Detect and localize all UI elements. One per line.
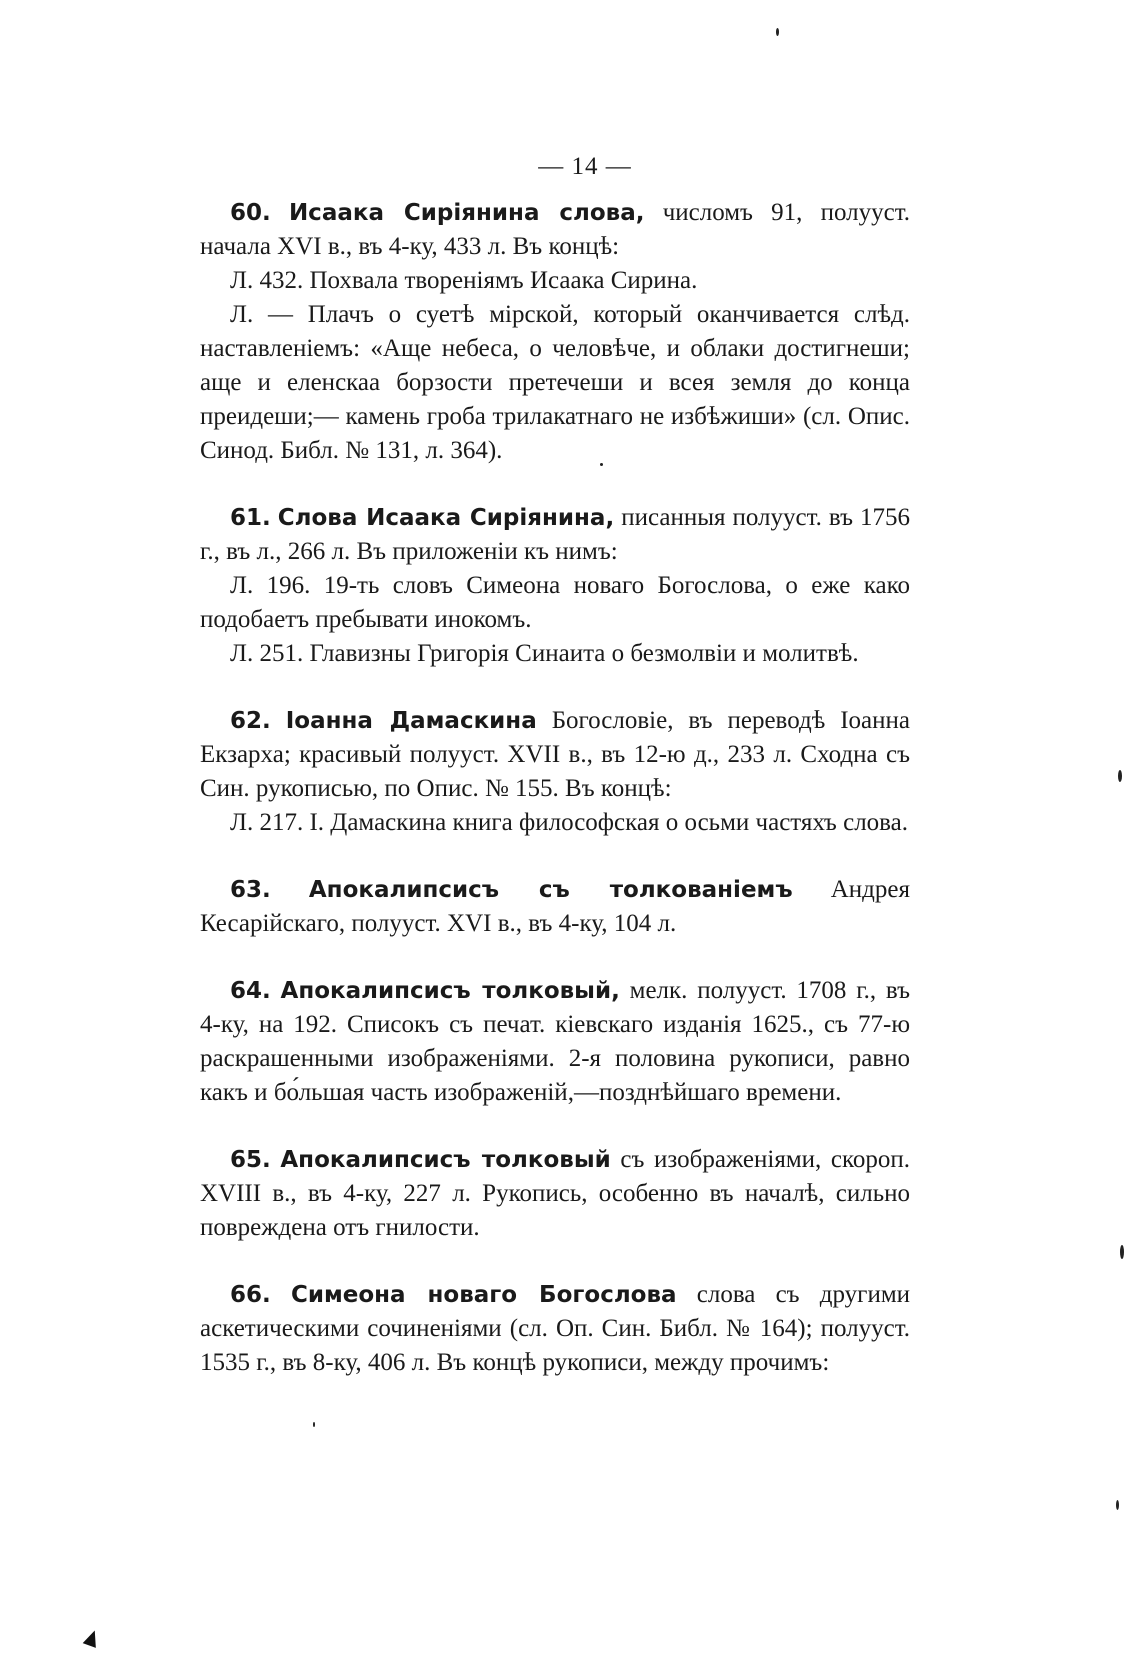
entry-60 bbox=[200, 196, 910, 468]
scan-speck bbox=[1116, 1500, 1119, 1510]
scan-speck bbox=[776, 28, 779, 36]
entry-number: 65. bbox=[230, 1147, 271, 1173]
entry-description: Андрея Кесарійскаго, полууст. XVI в., въ 4-ку, 104 л. bbox=[200, 876, 910, 937]
page-number: — 14 — bbox=[538, 153, 632, 180]
scan-speck bbox=[313, 1422, 315, 1427]
scan-mark bbox=[83, 1628, 102, 1648]
entry-title: Апокалипсисъ съ толкованіемъ bbox=[308, 877, 793, 903]
entry-number: 61. bbox=[230, 505, 271, 531]
entry-title: Симеона новаго Богослова bbox=[290, 1282, 677, 1308]
entry-description: съ изображеніями, скороп. XVIII в., въ 4-ку, 227 л. Рукопись, особенно въ началѣ, сильно повреждена отъ гнилости. bbox=[200, 1146, 910, 1241]
entry-number: 66. bbox=[230, 1282, 271, 1308]
entry-heading bbox=[200, 1143, 910, 1245]
entry-description: писанныя полууст. въ 1756 г., въ л., 266 л. Въ приложеніи къ нимъ: bbox=[200, 504, 911, 565]
entry-61 bbox=[200, 501, 910, 671]
entry-subitem: Л. 432. Похвала твореніямъ Исаака Сирина. bbox=[230, 267, 698, 294]
entry-title: Слова Исаака Сиріянина, bbox=[277, 505, 615, 531]
entry-title: Іоанна Дамаскина bbox=[285, 708, 537, 734]
entry-number: 62. bbox=[230, 708, 271, 734]
entry-description: Богословіе, въ переводѣ Іоанна Екзарха; красивый полууст. XVII в., въ 12-ю д., 233 л. Сходна съ Син. рукописью, по Опис. № 155. Въ концѣ: bbox=[200, 707, 911, 802]
entry-description: мелк. полууст. 1708 г., въ 4-ку, на 192. Списокъ съ печат. кіевскаго изданія 1625., съ 77-ю раскрашенными изображеніями. 2-я половина рукописи, равно какъ и бо́льшая часть изображеній,—позднѣйшаго времени. bbox=[200, 977, 911, 1106]
entry-heading bbox=[200, 501, 910, 569]
document-page bbox=[200, 150, 910, 1413]
entry-subitem: Л. — Плачъ о суетѣ мірской, который оканчивается слѣд. наставленіемъ: «Аще небеса, о человѣче, и облаки достигнеши; аще и еленскаа борзости претечеши и всея земля до конца преидеши;— камень гроба трилакатнаго не избѣжиши» (сл. Опис. Синод. Библ. № 131, л. 364). bbox=[200, 301, 910, 464]
entry-66 bbox=[200, 1278, 910, 1380]
entry-subitem: Л. 217. І. Дамаскина книга философская о осьми частяхъ слова. bbox=[230, 809, 909, 836]
entry-heading bbox=[200, 1278, 910, 1380]
entry-64 bbox=[200, 974, 910, 1110]
scan-speck bbox=[1118, 770, 1122, 782]
entry-65 bbox=[200, 1143, 910, 1245]
entry-description: числомъ 91, полууст. начала XVI в., въ 4-ку, 433 л. Въ концѣ: bbox=[200, 199, 911, 260]
scan-speck bbox=[600, 463, 603, 466]
entry-number: 64. bbox=[230, 978, 271, 1004]
entry-description: слова съ другими аскетическими сочиненіями (сл. Оп. Син. Библ. № 164); полууст. 1535 г., въ 8-ку, 406 л. Въ концѣ рукописи, между прочимъ: bbox=[200, 1281, 911, 1376]
entry-subitem: Л. 196. 19-ть словъ Симеона новаго Богослова, о еже како подобаетъ пребывати инокомъ. bbox=[200, 572, 910, 633]
entry-subitem: Л. 251. Главизны Григорія Синаита о безмолвіи и молитвѣ. bbox=[230, 640, 859, 667]
scan-speck bbox=[1120, 1245, 1124, 1259]
entry-number: 63. bbox=[230, 877, 271, 903]
entry-heading bbox=[200, 196, 910, 264]
entry-heading bbox=[200, 873, 910, 941]
entry-title: Исаака Сиріянина слова, bbox=[288, 200, 645, 226]
entry-heading bbox=[200, 704, 910, 806]
entry-number: 60. bbox=[230, 200, 271, 226]
entry-title: Апокалипсисъ толковый bbox=[280, 1147, 611, 1173]
entry-title: Апокалипсисъ толковый, bbox=[280, 978, 620, 1004]
entry-62 bbox=[200, 704, 910, 840]
entry-heading bbox=[200, 974, 910, 1110]
entry-63 bbox=[200, 873, 910, 941]
